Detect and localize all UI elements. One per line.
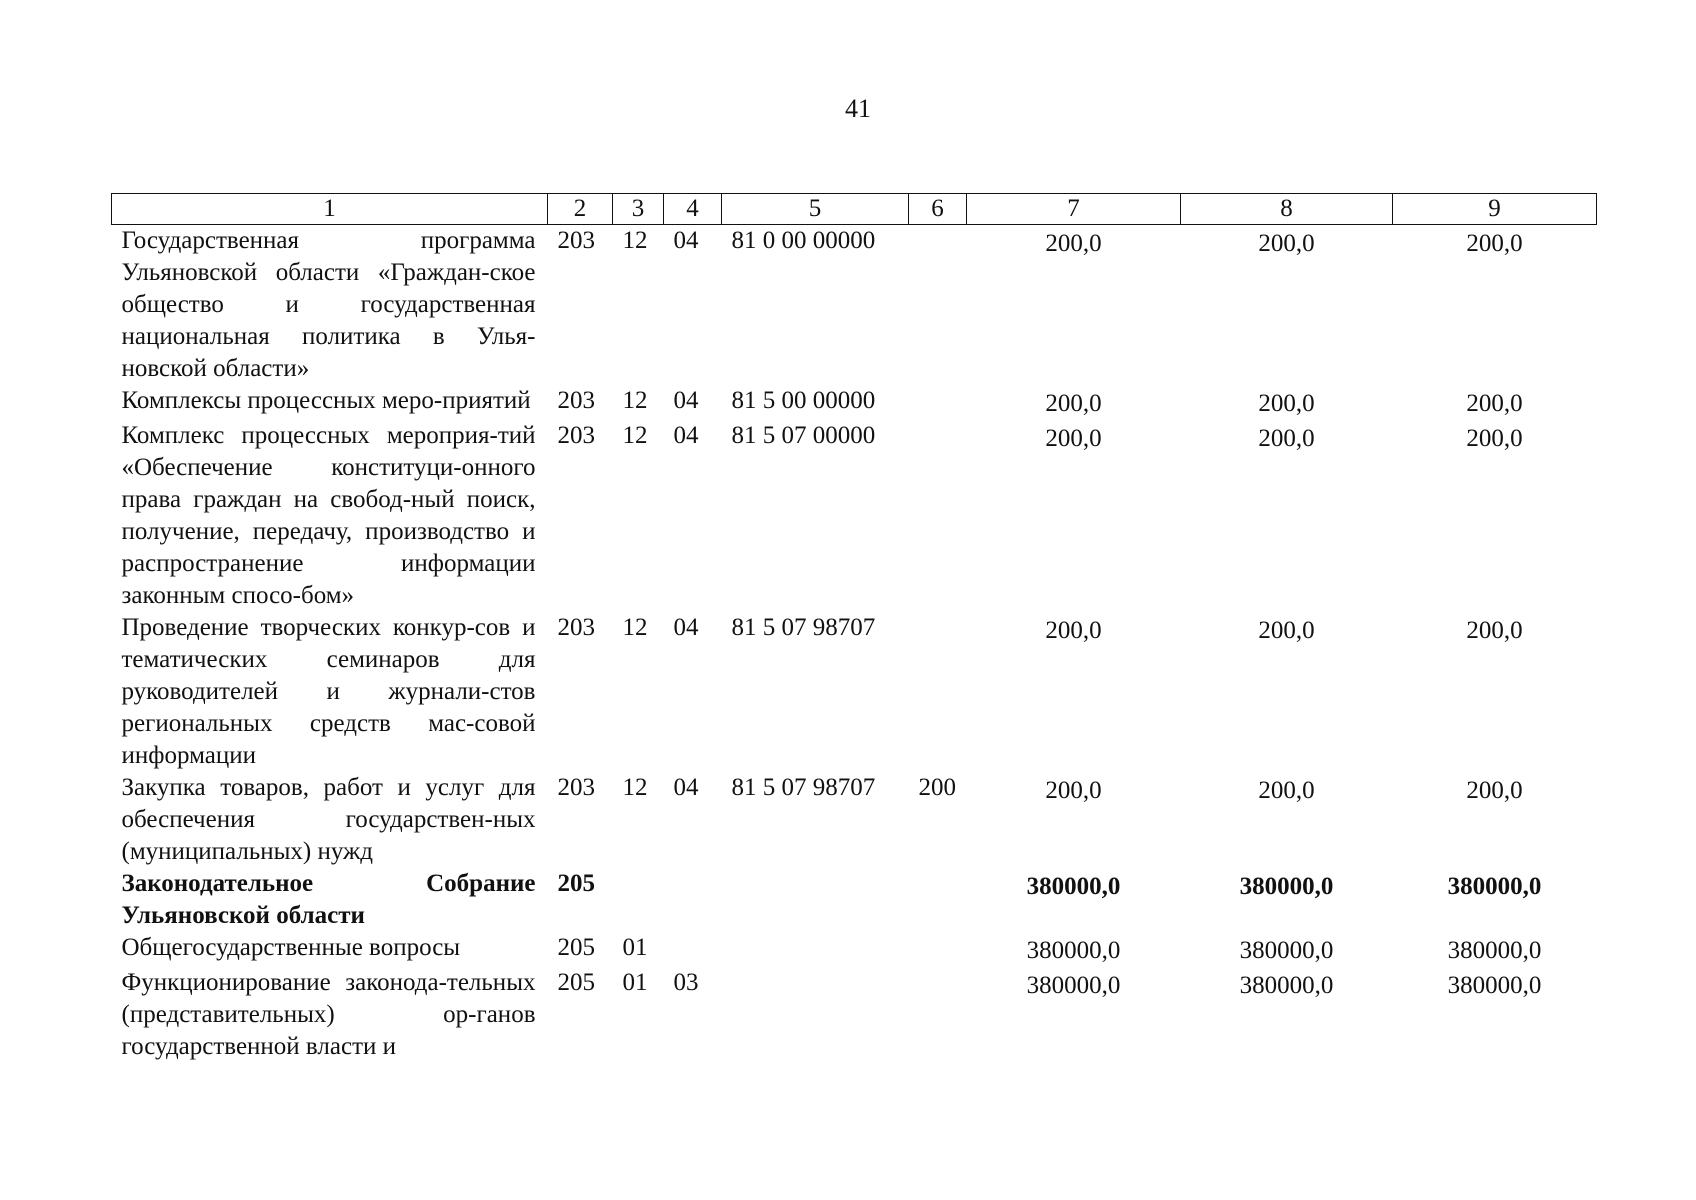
code-cell: 200 (918, 774, 956, 801)
row-name: Комплекс процессных мероприя-тий «Обеспечение конституци-онного права граждан на свобод-ный поиск, получение, передачу, производство и распространение информации законным спосо-бом» (121, 422, 536, 609)
code-cell: 04 (673, 614, 699, 641)
amount-cell: 380000,0 (1026, 937, 1121, 964)
table-row (112, 225, 1597, 386)
amount-cell: 380000,0 (1447, 937, 1542, 964)
amount-cell: 200,0 (1045, 777, 1102, 804)
code-cell: 12 (622, 227, 648, 254)
code-cell (664, 868, 722, 932)
code-cell (909, 612, 967, 772)
code-cell: 81 5 00 00000 (731, 387, 876, 414)
table-row (112, 420, 1597, 612)
column-header: 7 (967, 194, 1181, 225)
amount-cell: 200,0 (1466, 617, 1523, 644)
column-header: 3 (613, 194, 664, 225)
budget-table (111, 193, 1597, 1063)
row-name: Государственная программа Ульяновской области «Граждан-ское общество и государственная национальная политика в Улья-новской области» (121, 227, 536, 382)
code-cell (909, 868, 967, 932)
row-name: Закупка товаров, работ и услуг для обеспечения государствен-ных (муниципальных) нужд (121, 774, 536, 865)
column-header: 9 (1393, 194, 1597, 225)
amount-cell: 200,0 (1466, 230, 1523, 257)
amount-cell: 380000,0 (1239, 972, 1334, 999)
table-row (112, 868, 1597, 932)
code-cell (909, 420, 967, 612)
code-cell (664, 932, 722, 967)
code-cell (722, 868, 909, 932)
code-cell: 12 (622, 774, 648, 801)
code-cell: 203 (557, 614, 595, 641)
page-number: 41 (845, 94, 871, 123)
amount-cell: 200,0 (1045, 425, 1102, 452)
code-cell: 205 (557, 934, 595, 961)
code-cell (613, 868, 664, 932)
code-cell: 04 (673, 774, 699, 801)
column-header: 5 (722, 194, 909, 225)
column-header: 6 (909, 194, 967, 225)
code-cell: 81 5 07 00000 (731, 422, 876, 449)
column-header: 4 (664, 194, 722, 225)
code-cell: 04 (673, 422, 699, 449)
code-cell: 01 (622, 934, 648, 961)
row-name: Проведение творческих конкур-сов и тематических семинаров для руководителей и журнали-стов региональных средств мас-совой информации (121, 614, 536, 769)
row-name: Законодательное Собрание Ульяновской области (121, 870, 536, 929)
code-cell (909, 225, 967, 386)
code-cell (909, 967, 967, 1063)
code-cell: 12 (622, 614, 648, 641)
code-cell: 81 0 00 00000 (731, 227, 876, 254)
code-cell: 01 (622, 969, 648, 996)
code-cell: 203 (557, 387, 595, 414)
code-cell: 04 (673, 227, 699, 254)
table-row (112, 612, 1597, 772)
amount-cell: 200,0 (1045, 230, 1102, 257)
amount-cell: 200,0 (1258, 425, 1315, 452)
code-cell: 203 (557, 227, 595, 254)
code-cell (722, 932, 909, 967)
code-cell: 12 (622, 387, 648, 414)
amount-cell: 200,0 (1258, 230, 1315, 257)
code-cell: 203 (557, 774, 595, 801)
table-row (112, 967, 1597, 1063)
amount-cell: 380000,0 (1447, 873, 1542, 900)
amount-cell: 200,0 (1045, 390, 1102, 417)
code-cell: 04 (673, 387, 699, 414)
code-cell: 205 (557, 969, 595, 996)
table-row (112, 772, 1597, 868)
code-cell (722, 967, 909, 1063)
amount-cell: 380000,0 (1026, 873, 1121, 900)
amount-cell: 200,0 (1258, 617, 1315, 644)
row-name: Функционирование законода-тельных (представительных) ор-ганов государственной власти и (121, 969, 536, 1060)
code-cell: 81 5 07 98707 (731, 614, 876, 641)
table-header-row (112, 194, 1597, 225)
code-cell: 12 (622, 422, 648, 449)
amount-cell: 200,0 (1466, 425, 1523, 452)
row-name: Комплексы процессных меро-приятий (121, 387, 531, 414)
amount-cell: 200,0 (1258, 777, 1315, 804)
code-cell (909, 385, 967, 420)
amount-cell: 380000,0 (1239, 873, 1334, 900)
amount-cell: 200,0 (1045, 617, 1102, 644)
code-cell: 81 5 07 98707 (731, 774, 876, 801)
code-cell (909, 932, 967, 967)
code-cell: 03 (673, 969, 699, 996)
column-header: 2 (548, 194, 613, 225)
amount-cell: 200,0 (1258, 390, 1315, 417)
amount-cell: 380000,0 (1239, 937, 1334, 964)
amount-cell: 380000,0 (1447, 972, 1542, 999)
code-cell: 203 (557, 422, 595, 449)
row-name: Общегосударственные вопросы (121, 934, 461, 961)
column-header: 1 (112, 194, 548, 225)
table-row (112, 385, 1597, 420)
code-cell: 205 (557, 870, 595, 897)
column-header: 8 (1181, 194, 1393, 225)
amount-cell: 200,0 (1466, 777, 1523, 804)
table-row (112, 932, 1597, 967)
amount-cell: 200,0 (1466, 390, 1523, 417)
amount-cell: 380000,0 (1026, 972, 1121, 999)
